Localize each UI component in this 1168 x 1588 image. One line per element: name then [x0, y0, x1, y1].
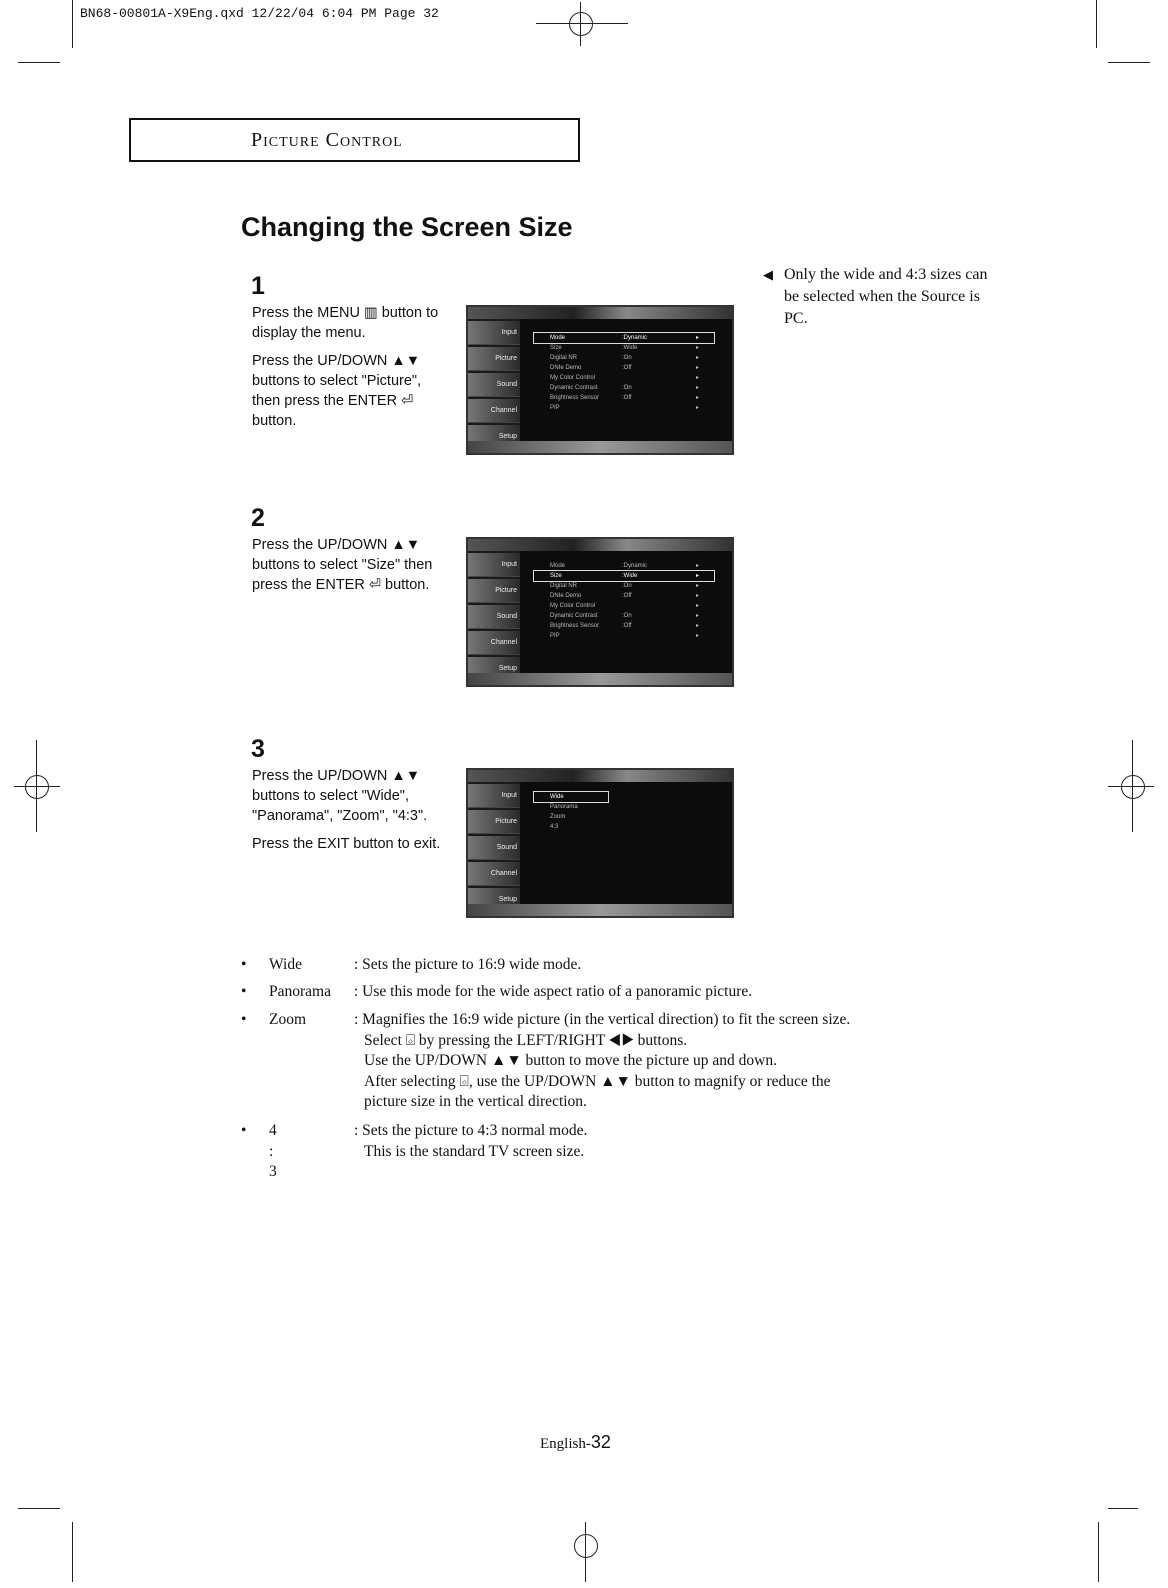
step-paragraph: Press the MENU ▥ button to display the menu. [252, 305, 439, 341]
bullet-icon: • [241, 1122, 247, 1139]
step-number: 3 [251, 735, 265, 763]
page-footer [540, 1432, 611, 1453]
crop-mark [18, 1508, 60, 1509]
osd-menu-row: Brightness Sensor :Off ▸ [550, 623, 700, 629]
osd-menu-row: Mode :Dynamic ▸ [534, 333, 714, 343]
osd-sidebar-item: Channel [468, 399, 520, 423]
crop-mark [1096, 0, 1097, 48]
menu-screenshot-picture [466, 305, 734, 455]
bullet-icon: • [241, 1011, 247, 1028]
osd-menu-row: DNIe Demo :Off ▸ [550, 593, 700, 599]
osd-menu-row: Dynamic Contrast :On ▸ [550, 385, 700, 391]
osd-menu-row: My Color Control ▸ [550, 375, 700, 381]
description-line: : Magnifies the 16:9 wide picture (in the vertical direction) to fit the screen size. [354, 1011, 851, 1028]
osd-menu-row: My Color Control ▸ [550, 603, 700, 609]
osd-sidebar-item: Sound [468, 373, 520, 397]
crop-mark [1108, 1508, 1138, 1509]
osd-sidebar-item: Picture [468, 579, 520, 603]
page-number: 32 [590, 1432, 611, 1452]
osd-menu-row: Size :Wide ▸ [534, 571, 714, 581]
step-paragraph: Press the UP/DOWN ▲▼ buttons to select "Size" then press the ENTER ⏎ button. [252, 537, 433, 593]
crop-mark [14, 786, 60, 787]
crop-mark [1108, 62, 1150, 63]
step-paragraph: Press the UP/DOWN ▲▼ buttons to select "Wide", "Panorama", "Zoom", "4:3". [252, 768, 428, 824]
osd-help-bar [468, 673, 732, 685]
osd-sidebar-item: Input [468, 321, 520, 345]
osd-sidebar-item: Picture [468, 347, 520, 371]
crop-mark [72, 1522, 73, 1582]
step-number: 1 [251, 272, 265, 300]
bullet-icon: • [241, 983, 247, 1000]
osd-title-bar [468, 307, 732, 319]
crop-mark [72, 0, 73, 48]
crop-mark [1108, 786, 1154, 787]
step-paragraph: Press the UP/DOWN ▲▼ buttons to select "Picture", then press the ENTER ⏎ button. [252, 353, 422, 429]
osd-sidebar-item: Setup [468, 888, 520, 912]
osd-sidebar-item: Setup [468, 657, 520, 681]
osd-sidebar-item: Input [468, 784, 520, 808]
description-line: picture size in the vertical direction. [364, 1093, 587, 1110]
osd-menu-row: Panorama [550, 804, 578, 810]
osd-menu-row: Mode :Dynamic ▸ [550, 563, 700, 569]
description-term: 4 : 3 [269, 1122, 277, 1180]
registration-mark [569, 12, 593, 36]
osd-sidebar [468, 551, 520, 675]
description-line: : Sets the picture to 4:3 normal mode. [354, 1122, 588, 1139]
crop-mark [18, 62, 60, 63]
osd-sidebar [468, 782, 520, 906]
osd-menu [534, 333, 714, 413]
registration-mark [574, 1534, 598, 1558]
print-slug: BN68-00801A-X9Eng.qxd 12/22/04 6:04 PM Page 32 [80, 6, 439, 21]
osd-title-bar [468, 770, 732, 782]
osd-menu-row: Size :Wide ▸ [550, 345, 700, 351]
osd-title-bar [468, 539, 732, 551]
description-line: : Sets the picture to 16:9 wide mode. [354, 956, 582, 973]
step-paragraph: Press the EXIT button to exit. [252, 836, 441, 852]
osd-sidebar-item: Channel [468, 631, 520, 655]
description-line: After selecting ⌺, use the UP/DOWN ▲▼ button to magnify or reduce the [364, 1072, 831, 1090]
osd-menu-row: Digital NR :On ▸ [550, 583, 700, 589]
osd-menu [534, 561, 714, 641]
crop-mark [536, 23, 628, 24]
description-term: Wide [269, 956, 302, 973]
crop-mark [580, 2, 581, 46]
osd-sidebar-item: Picture [468, 810, 520, 834]
osd-menu [534, 792, 608, 832]
footer-prefix: English- [540, 1436, 591, 1452]
step-instructions [252, 535, 452, 603]
description-term: Zoom [269, 1011, 307, 1028]
osd-menu-row: Zoom [550, 814, 566, 820]
note-text: Only the wide and 4:3 sizes can be selected when the Source is PC. [784, 266, 988, 327]
crop-mark [1098, 1522, 1099, 1582]
crop-mark [585, 1522, 586, 1582]
bullet-icon: • [241, 956, 247, 973]
registration-mark [1121, 775, 1145, 799]
page-title: Changing the Screen Size [241, 212, 573, 242]
step-instructions [252, 766, 452, 862]
description-line: : Use this mode for the wide aspect ratio of a panoramic picture. [354, 983, 753, 1000]
section-title: Picture Control [251, 129, 403, 151]
description-line: Use the UP/DOWN ▲▼ button to move the picture up and down. [364, 1052, 777, 1069]
left-triangle-icon: ◀ [763, 267, 773, 282]
description-line: This is the standard TV screen size. [364, 1142, 585, 1160]
step-instructions [252, 303, 452, 439]
description-line: Select ⌺ by pressing the LEFT/RIGHT ◀▶ buttons. [364, 1031, 688, 1049]
osd-sidebar-item: Setup [468, 425, 520, 449]
osd-menu-row: Brightness Sensor :Off ▸ [550, 395, 700, 401]
osd-sidebar-item: Sound [468, 836, 520, 860]
menu-screenshot-size-options [466, 768, 734, 918]
osd-menu-row: Wide [534, 792, 608, 802]
osd-menu-row: 4:3 [550, 824, 559, 830]
osd-sidebar-item: Input [468, 553, 520, 577]
osd-menu-row: Dynamic Contrast :On ▸ [550, 613, 700, 619]
description-term: Panorama [269, 983, 331, 1000]
osd-sidebar-item: Sound [468, 605, 520, 629]
osd-menu-row: Digital NR :On ▸ [550, 355, 700, 361]
menu-screenshot-size [466, 537, 734, 687]
osd-menu-row: PIP ▸ [550, 405, 700, 411]
osd-sidebar [468, 319, 520, 443]
step-number: 2 [251, 504, 265, 532]
registration-mark [25, 775, 49, 799]
osd-help-bar [468, 441, 732, 453]
osd-help-bar [468, 904, 732, 916]
osd-menu-row: PIP ▸ [550, 633, 700, 639]
osd-sidebar-item: Channel [468, 862, 520, 886]
osd-menu-row: DNIe Demo :Off ▸ [550, 365, 700, 371]
